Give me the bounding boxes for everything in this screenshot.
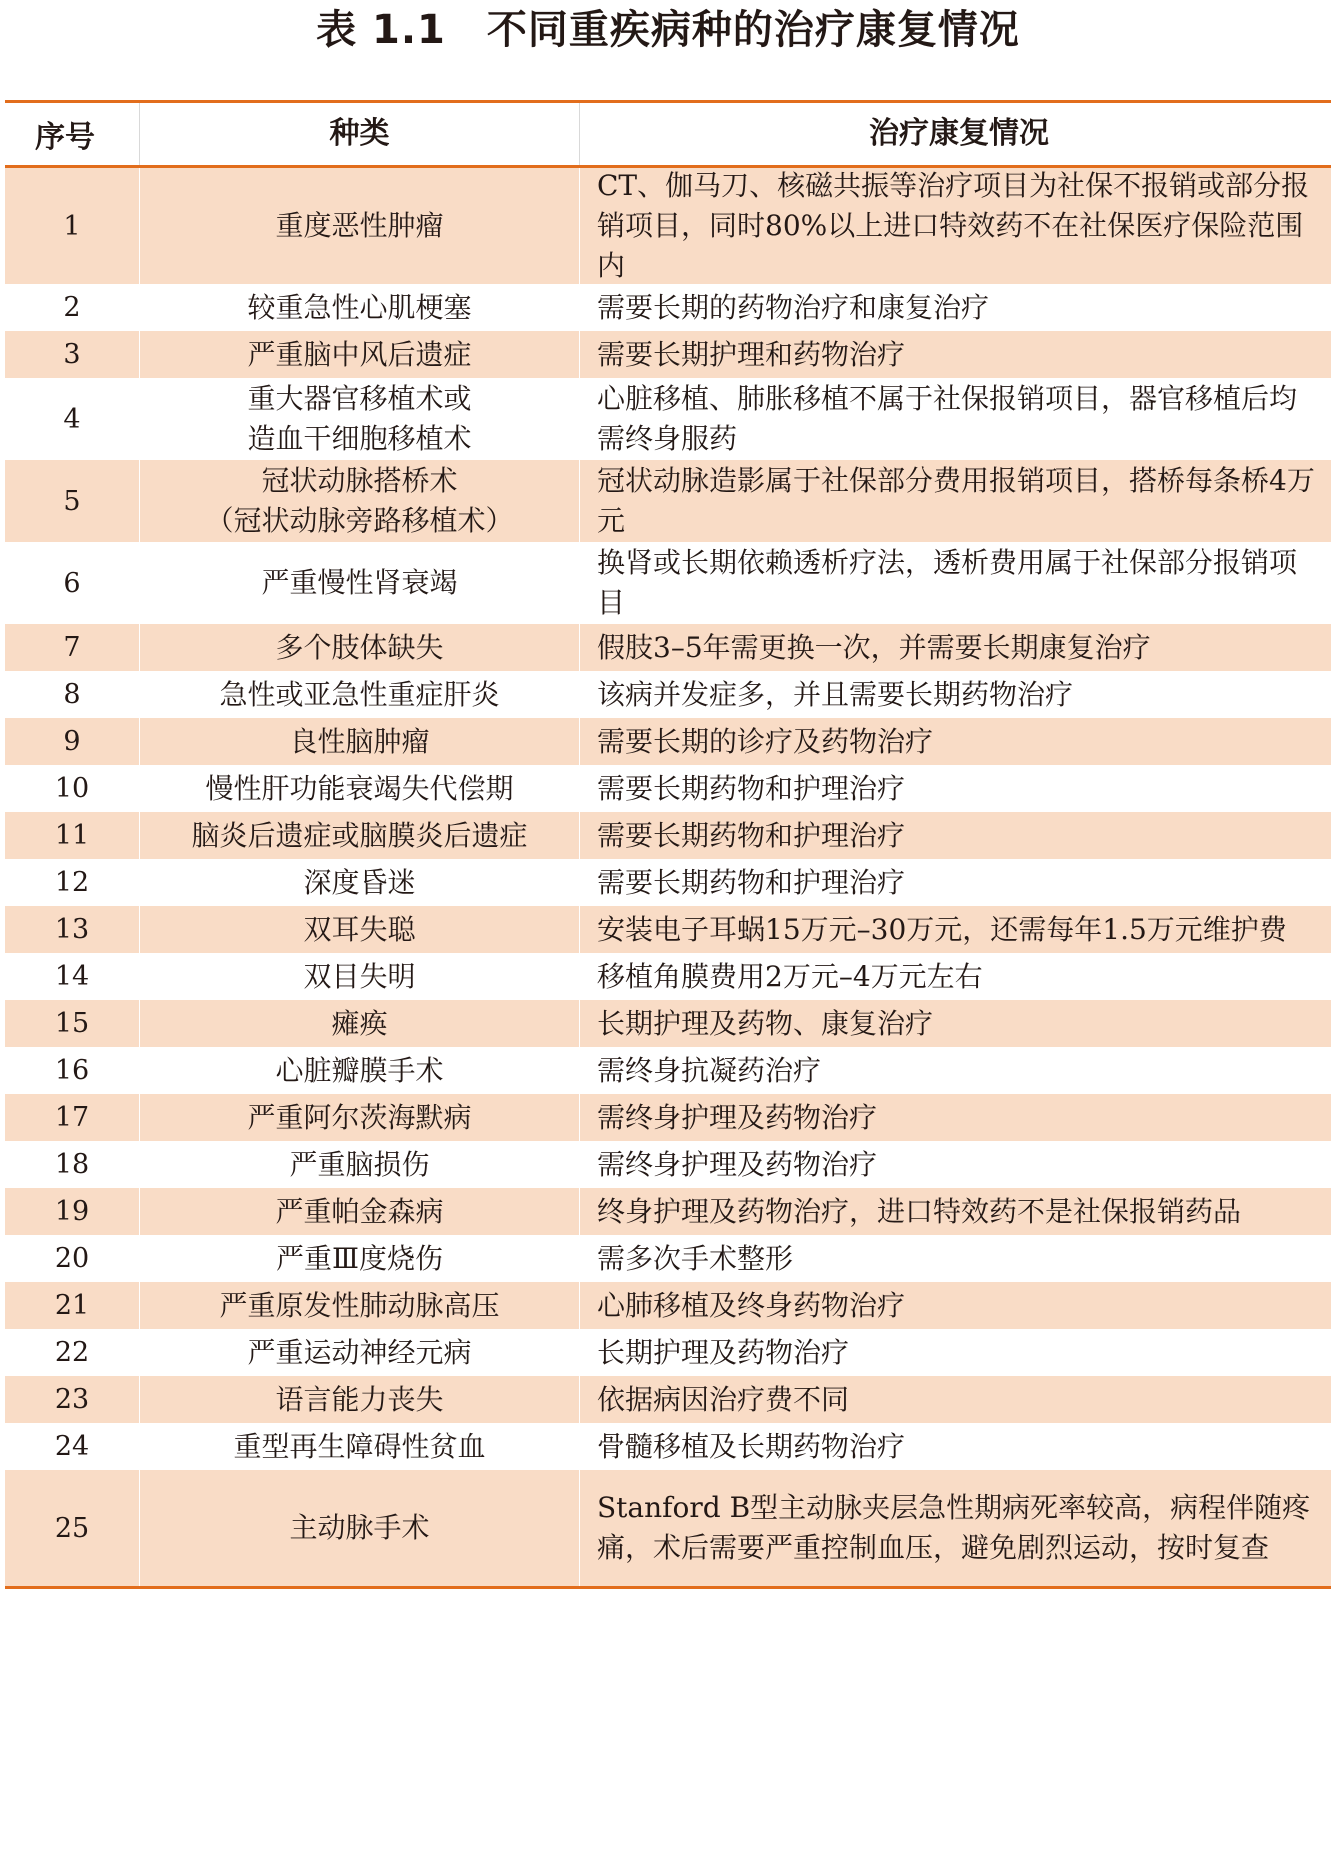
table-row [5,671,1331,718]
table-row [5,1235,1331,1282]
disease-kind [140,671,580,718]
disease-kind [140,1470,580,1586]
treatment-description: 需要长期药物和护理治疗 [597,865,906,899]
table-row [5,284,1331,331]
table-row [5,1000,1331,1047]
page-title: 表 1.1 不同重疾病种的治疗康复情况 [316,7,1020,53]
header-no: 序号 [5,103,140,165]
table-row [5,1329,1331,1376]
row-number: 7 [5,624,140,671]
row-number: 13 [5,906,140,953]
table-header-row [5,103,1331,168]
disease-kind [140,812,580,859]
treatment-description: 心脏移植、肺胀移植不属于社保报销项目，器官移植后均需终身服药 [597,382,1298,455]
disease-kind [140,1423,580,1470]
row-number: 23 [5,1376,140,1423]
treatment-description: 需终身护理及药物治疗 [597,1147,878,1181]
disease-kind [140,1235,580,1282]
row-number: 18 [5,1141,140,1188]
row-number: 14 [5,953,140,1000]
disease-kind-text: 脑炎后遗症或脑膜炎后遗症 [191,818,528,852]
table-row [5,859,1331,906]
row-number: 17 [5,1094,140,1141]
treatment-description: 需要长期护理和药物治疗 [597,337,906,371]
table-row [5,718,1331,765]
disease-kind-text: 严重帕金森病 [275,1194,444,1228]
treatment-description: 心肺移植及终身药物治疗 [597,1288,906,1322]
disease-kind [140,331,580,378]
table-row [5,1094,1331,1141]
disease-kind-text: 严重慢性肾衰竭 [261,566,458,599]
disease-kind [140,1329,580,1376]
row-number: 9 [5,718,140,765]
row-number: 25 [5,1470,140,1586]
treatment-description: 需要长期的药物治疗和康复治疗 [597,290,990,324]
table-row [5,812,1331,859]
table-row [5,1141,1331,1188]
treatment-description: 冠状动脉造影属于社保部分费用报销项目，搭桥每条桥4万元 [597,464,1315,537]
treatment-description: 终身护理及药物治疗，进口特效药不是社保报销药品 [597,1194,1242,1228]
row-number: 24 [5,1423,140,1470]
disease-kind-text: 瘫痪 [331,1006,388,1040]
treatment-description: 骨髓移植及长期药物治疗 [597,1429,906,1463]
header-kind: 种类 [140,103,580,165]
disease-kind-text: 重度恶性肿瘤 [275,209,444,242]
treatment-description: 移植角膜费用2万元–4万元左右 [597,959,983,993]
disease-kind [140,624,580,671]
table-row [5,1188,1331,1235]
row-number: 16 [5,1047,140,1094]
row-number: 21 [5,1282,140,1329]
treatment-description: 需要长期药物和护理治疗 [597,818,906,852]
treatment-description: 该病并发症多，并且需要长期药物治疗 [597,677,1074,711]
disease-kind-text: 严重阿尔茨海默病 [247,1100,472,1134]
table-row [5,1470,1331,1586]
disease-kind [140,1094,580,1141]
table-row [5,460,1331,542]
disease-kind [140,284,580,331]
row-number: 22 [5,1329,140,1376]
disease-kind [140,906,580,953]
treatment-description: 长期护理及药物、康复治疗 [597,1006,934,1040]
treatment-description: 长期护理及药物治疗 [597,1335,850,1369]
table-row [5,378,1331,460]
disease-kind [140,718,580,765]
treatment-description: 假肢3–5年需更换一次，并需要长期康复治疗 [597,630,1151,664]
row-number: 19 [5,1188,140,1235]
row-number: 20 [5,1235,140,1282]
table-row [5,906,1331,953]
disease-kind [140,765,580,812]
row-number: 8 [5,671,140,718]
disease-kind [140,378,580,460]
disease-kind-text: 语言能力丧失 [275,1382,444,1416]
disease-kind [140,1376,580,1423]
disease-kind-text: 双目失明 [303,959,416,993]
disease-kind-text: 重大器官移植术或 造血干细胞移植术 [247,382,472,455]
disease-kind-text: 多个肢体缺失 [275,630,444,664]
row-number: 2 [5,284,140,331]
table-row [5,1423,1331,1470]
treatment-description: 需要长期的诊疗及药物治疗 [597,724,934,758]
disease-kind [140,1047,580,1094]
disease-kind-text: 严重运动神经元病 [247,1335,472,1369]
row-number: 5 [5,460,140,542]
disease-kind-text: 冠状动脉搭桥术 （冠状动脉旁路移植术） [205,464,514,537]
treatment-description: 需终身护理及药物治疗 [597,1100,878,1134]
disease-kind-text: 严重Ⅲ度烧伤 [275,1241,443,1275]
disease-kind [140,859,580,906]
treatment-description: 换肾或长期依赖透析疗法，透析费用属于社保部分报销项目 [597,546,1298,619]
table-body [5,168,1331,1586]
row-number: 3 [5,331,140,378]
disease-kind [140,1141,580,1188]
disease-kind-text: 慢性肝功能衰竭失代偿期 [205,771,514,805]
disease-kind-text: 心脏瓣膜手术 [275,1053,444,1087]
treatment-description: CT、伽马刀、核磁共振等治疗项目为社保不报销或部分报销项目，同时80%以上进口特效药不在社保医疗保险范围内 [597,169,1310,282]
treatment-description: 需要长期药物和护理治疗 [597,771,906,805]
row-number: 11 [5,812,140,859]
disease-kind-text: 急性或亚急性重症肝炎 [219,677,500,711]
disease-kind-text: 较重急性心肌梗塞 [247,290,472,324]
disease-kind-text: 严重原发性肺动脉高压 [219,1288,500,1322]
disease-kind-text: 严重脑中风后遗症 [247,337,472,371]
table-row [5,1376,1331,1423]
disease-kind [140,1282,580,1329]
disease-kind [140,1188,580,1235]
treatment-description: 依据病因治疗费不同 [597,1382,850,1416]
disease-kind-text: 双耳失聪 [303,912,416,946]
row-number: 10 [5,765,140,812]
disease-kind [140,953,580,1000]
disease-kind [140,460,580,542]
treatment-description: 安装电子耳蜗15万元–30万元，还需每年1.5万元维护费 [597,912,1287,946]
row-number: 15 [5,1000,140,1047]
treatment-description: Stanford B型主动脉夹层急性期病死率较高，病程伴随疼痛，术后需要严重控制血压，避免剧烈运动，按时复查 [597,1491,1311,1564]
disease-kind-text: 深度昏迷 [303,865,416,899]
table-row [5,953,1331,1000]
row-number: 12 [5,859,140,906]
row-number: 1 [5,168,140,284]
treatment-table [5,100,1331,1589]
table-row [5,1047,1331,1094]
disease-kind [140,542,580,624]
table-row [5,1282,1331,1329]
disease-kind-text: 主动脉手术 [289,1511,430,1544]
disease-kind-text: 重型再生障碍性贫血 [233,1429,486,1463]
table-row [5,765,1331,812]
treatment-description: 需多次手术整形 [597,1241,794,1275]
table-row [5,624,1331,671]
disease-kind-text: 严重脑损伤 [289,1147,430,1181]
header-desc: 治疗康复情况 [869,116,1049,151]
disease-kind-text: 良性脑肿瘤 [289,724,430,758]
row-number: 4 [5,378,140,460]
row-number: 6 [5,542,140,624]
table-row [5,331,1331,378]
table-row [5,542,1331,624]
disease-kind [140,168,580,284]
disease-kind [140,1000,580,1047]
table-row [5,168,1331,284]
treatment-description: 需终身抗凝药治疗 [597,1053,822,1087]
